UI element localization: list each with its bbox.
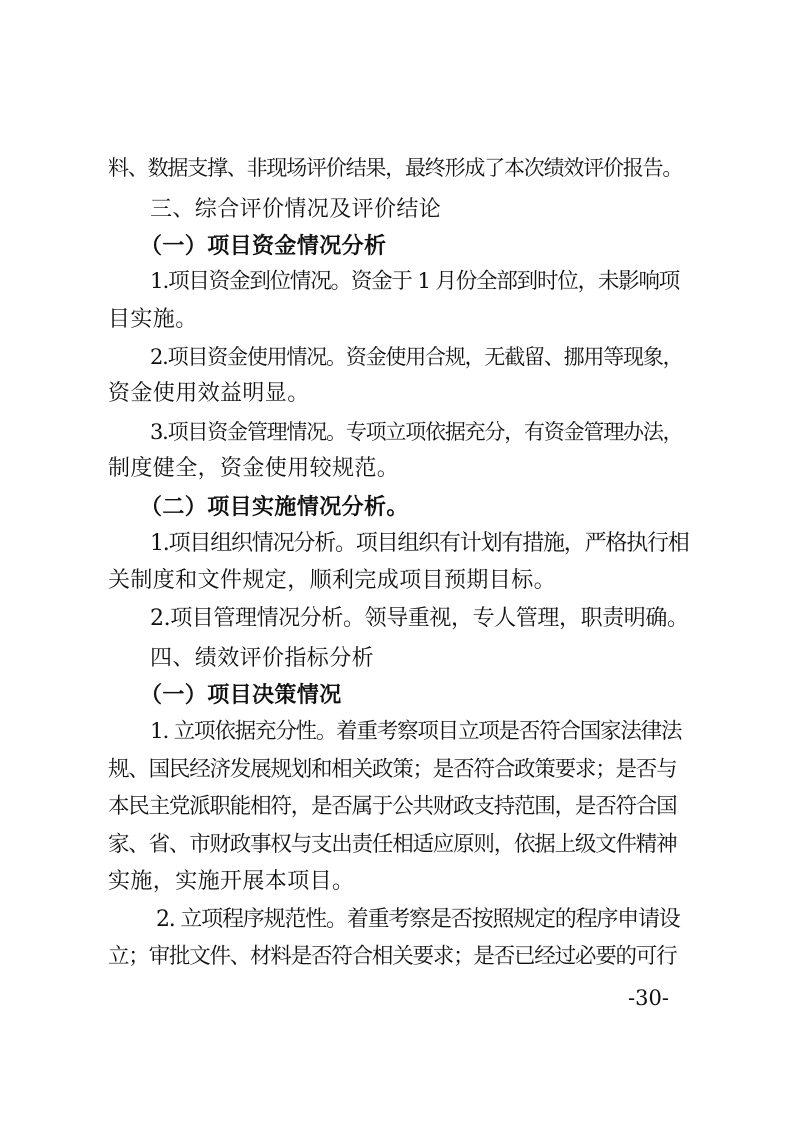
page-number: -30- [628, 986, 669, 1010]
body-text-line: 实施，实施开展本项目。 [108, 869, 355, 894]
subsection-heading: （一）项目资金情况分析 [140, 233, 387, 259]
body-text-line: 2.项目管理情况分析。领导重视，专人管理，职责明确。 [150, 606, 689, 631]
subsection-heading: （二）项目实施情况分析。 [140, 494, 409, 520]
body-text-line: 目实施。 [108, 307, 198, 332]
body-text-line: 1.项目资金到位情况。资金于 1 月份全部到时位，未影响项 [150, 269, 680, 294]
body-text-line: 1.项目组织情况分析。项目组织有计划有措施，严格执行相 [150, 531, 689, 556]
section-heading: 三、综合评价情况及评价结论 [150, 197, 442, 222]
body-text-line: 关制度和文件规定，顺利完成项目预期目标。 [108, 568, 557, 593]
body-text-line: 3.项目资金管理情况。专项立项依据充分，有资金管理办法， [150, 420, 683, 444]
body-text-line: 2. 立项程序规范性。着重考察是否按照规定的程序申请设 [156, 907, 680, 932]
body-text-line: 规、国民经济发展规划和相关政策；是否符合政策要求；是否与 [108, 757, 677, 782]
subsection-heading: （一）项目决策情况 [140, 682, 342, 708]
body-text-line: 2.项目资金使用情况。资金使用合规，无截留、挪用等现象， [150, 345, 683, 369]
section-heading: 四、绩效评价指标分析 [150, 646, 375, 671]
body-text-line: 家、省、市财政事权与支出责任相适应原则，依据上级文件精神 [108, 832, 677, 857]
body-text-line: 1. 立项依据充分性。着重考察项目立项是否符合国家法律法 [150, 719, 682, 744]
body-text-line: 制度健全，资金使用较规范。 [108, 456, 400, 481]
body-text-line: 本民主党派职能相符，是否属于公共财政支持范围，是否符合国 [108, 794, 677, 819]
body-text-line: 立；审批文件、材料是否符合相关要求；是否已经过必要的可行 [108, 944, 677, 969]
body-text-line: 料、数据支撑、非现场评价结果，最终形成了本次绩效评价报告。 [108, 156, 683, 180]
body-text-line: 资金使用效益明显。 [108, 381, 310, 406]
